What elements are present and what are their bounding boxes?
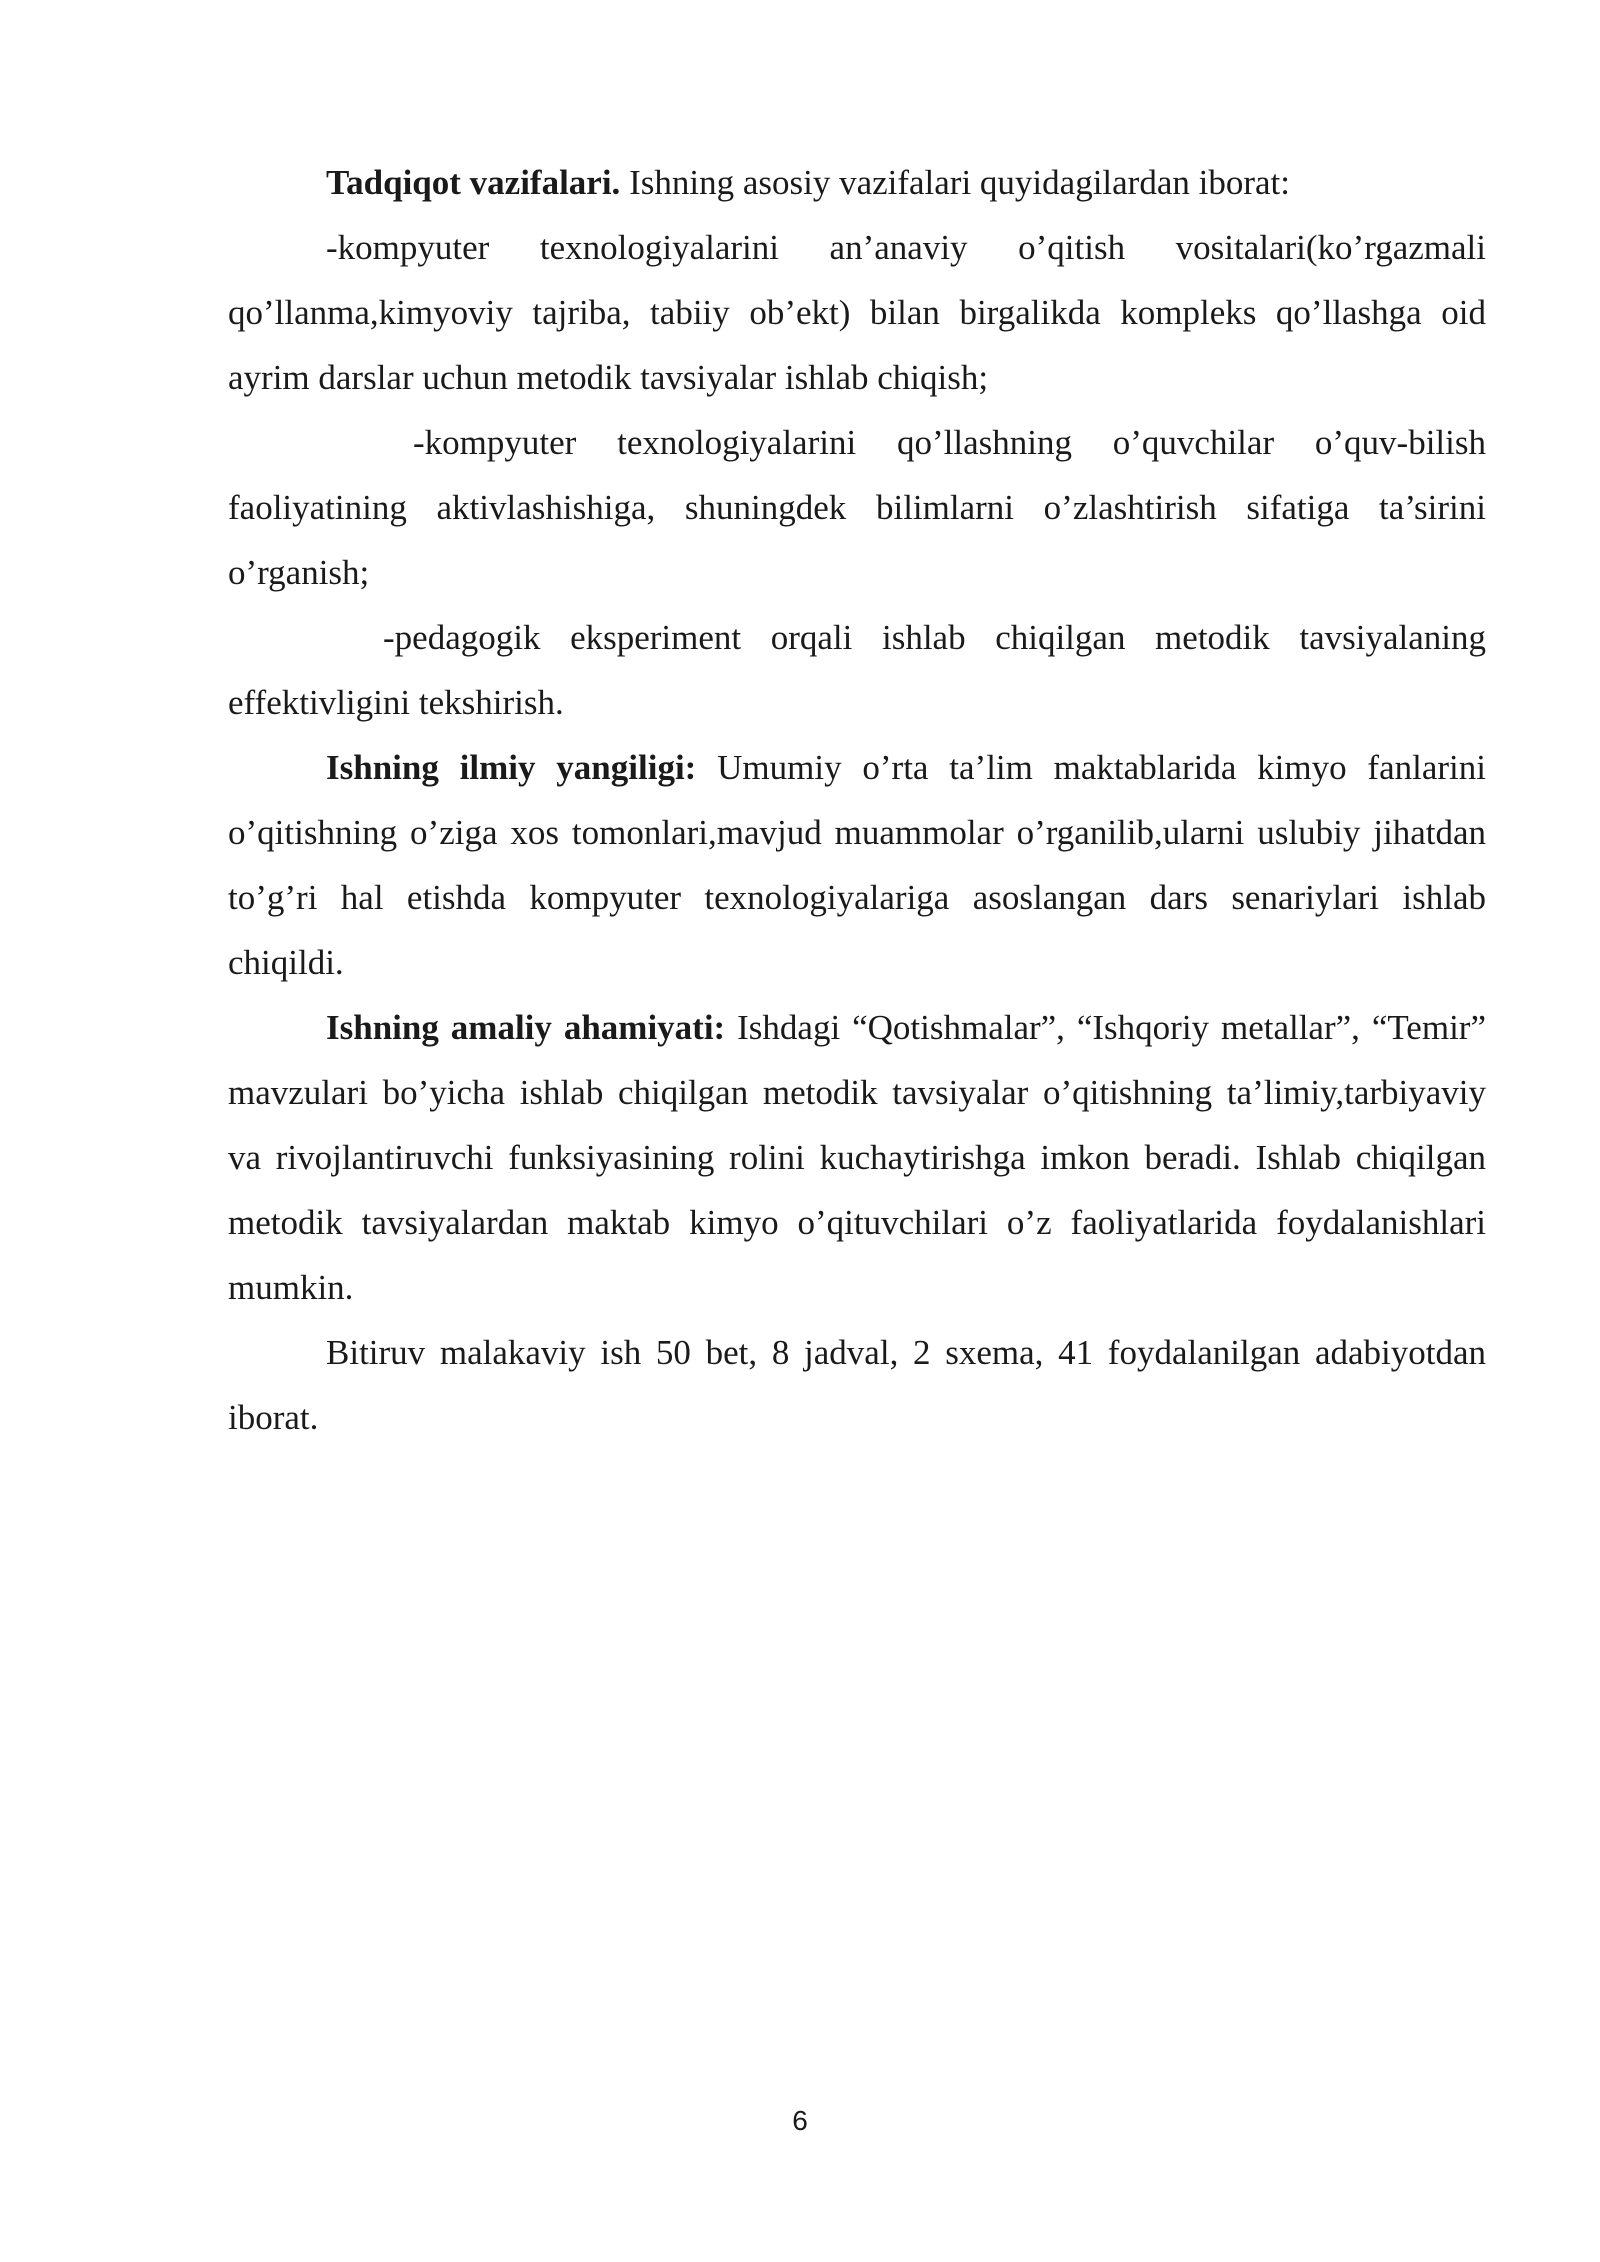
practical-paragraph xyxy=(228,995,1486,1320)
task-item-3: -pedagogik eksperiment orqali ishlab chiqilgan metodik tavsiyalaning effektivligini tekshirish. xyxy=(228,618,1486,722)
practical-text: Ishdagi “Qotishmalar”, “Ishqoriy metallar”, “Temir” mavzulari bo’yicha ishlab chiqilgan metodik tavsiyalar o’qitishning ta’limiy,tarbiyaviy va rivojlantiruvchi funksiyasining rolini kuchaytirishga imkon beradi. Ishlab chiqilgan metodik tavsiyalardan maktab kimyo o’qituvchilari o’z faoliyatlarida foydalanishlari mumkin. xyxy=(228,1008,1486,1307)
task-item-1: -kompyuter texnologiyalarini an’anaviy o’qitish vositalari(ko’rgazmali qo’llanma,kimyoviy tajriba, tabiiy ob’ekt) bilan birgalikda kompleks qo’llashga oid ayrim darslar uchun metodik tavsiyalar ishlab chiqish; xyxy=(228,228,1486,397)
document-page xyxy=(228,150,1486,1450)
structure-paragraph: Bitiruv malakaviy ish 50 bet, 8 jadval, 2 sxema, 41 foydalanilgan adabiyotdan iborat. xyxy=(228,1333,1486,1437)
tasks-heading: Tadqiqot vazifalari. xyxy=(326,163,621,202)
task-item-2: -kompyuter texnologiyalarini qo’llashning o’quvchilar o’quv-bilish faoliyatining aktivlashishiga, shuningdek bilimlarni o’zlashtirish sifatiga ta’sirini o’rganish; xyxy=(228,423,1486,592)
novelty-paragraph xyxy=(228,735,1486,995)
page-number: 6 xyxy=(792,2105,808,2136)
novelty-text: Umumiy o’rta ta’lim maktablarida kimyo fanlarini o’qitishning o’ziga xos tomonlari,mavjud muammolar o’rganilib,ularni uslubiy jihatdan to’g’ri hal etishda kompyuter texnologiyalariga asoslangan dars senariylari ishlab chiqildi. xyxy=(228,748,1486,982)
tasks-paragraph xyxy=(228,150,1486,215)
tasks-intro: Ishning asosiy vazifalari quyidagilardan iborat: xyxy=(620,163,1290,202)
novelty-heading: Ishning ilmiy yangiligi: xyxy=(326,748,697,787)
practical-heading: Ishning amaliy ahamiyati: xyxy=(326,1008,726,1047)
